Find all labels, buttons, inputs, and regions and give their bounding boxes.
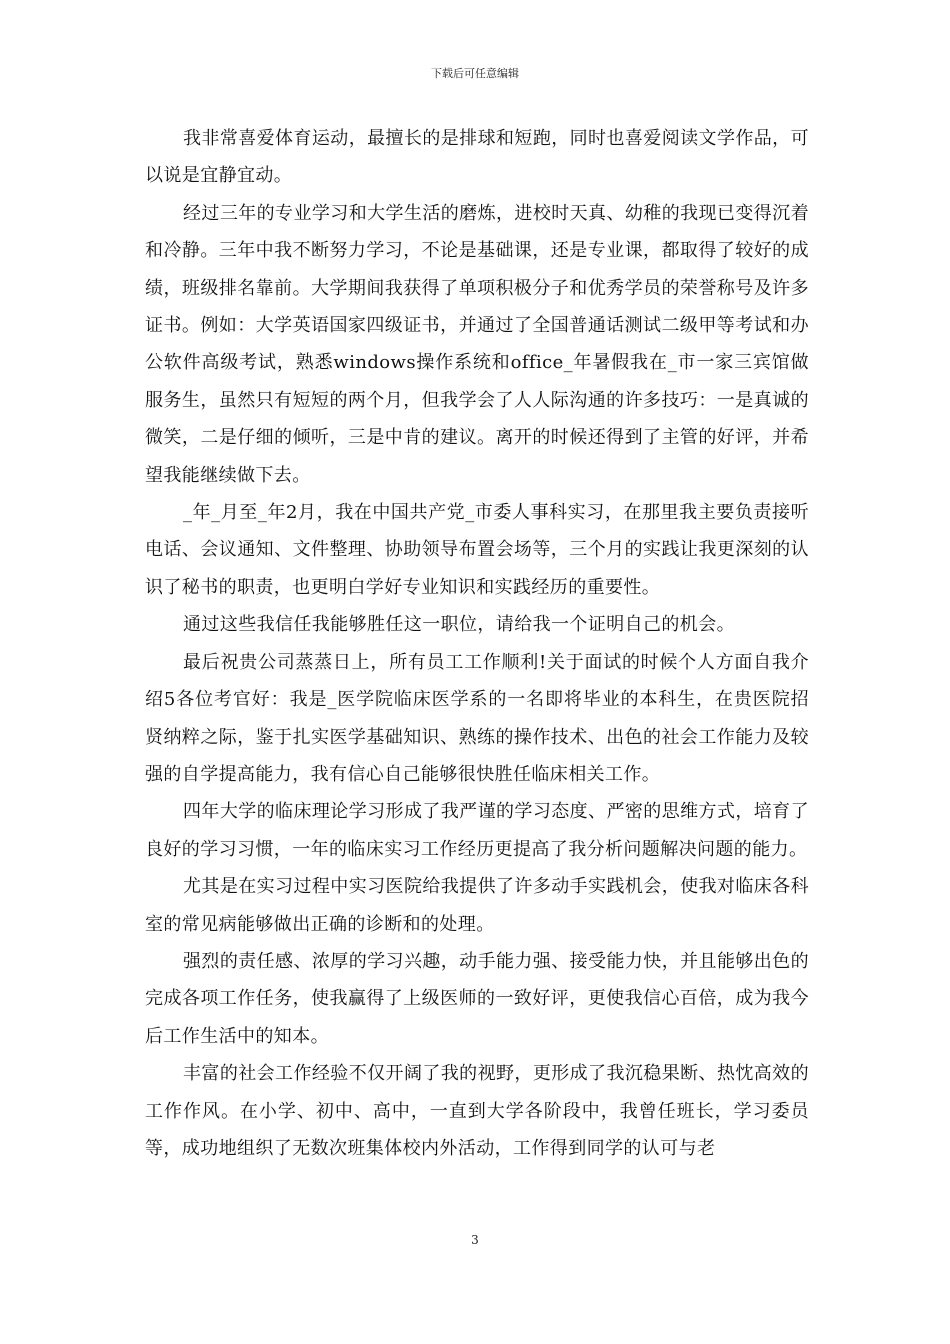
document-body <box>145 120 809 1167</box>
page-header: 下载后可任意编辑 <box>431 67 519 80</box>
paragraph-study-experience: 经过三年的专业学习和大学生活的磨炼，进校时天真、幼稚的我现已变得沉着和冷静。三年中我不断努力学习，不论是基础课，还是专业课，都取得了较好的成绩，班级排名靠前。大学期间我获得了单项积极分子和优秀学员的荣誉称号及许多证书。例如：大学英语国家四级证书，并通过了全国普通话测试二级甲等考试和办公软件高级考试，熟悉windows操作系统和office_年暑假我在_市一家三宾馆做服务生，虽然只有短短的两个月，但我学会了人人际沟通的许多技巧：一是真诚的微笑，二是仔细的倾听，三是中肯的建议。离开的时候还得到了主管的好评，并希望我能继续做下去。 <box>145 202 809 486</box>
paragraph-internship: _年_月至_年2月，我在中国共产党_市委人事科实习，在那里我主要负责接听电话、会议通知、文件整理、协助领导布置会场等，三个月的实践让我更深刻的认识了秘书的职责，也更明白学好专业知识和实践经历的重要性。 <box>145 502 809 598</box>
paragraph-clinical-study: 四年大学的临床理论学习形成了我严谨的学习态度、严密的思维方式，培育了良好的学习习惯，一年的临床实习工作经历更提高了我分析问题解决问题的能力。 <box>145 801 809 860</box>
paragraph-request: 通过这些我信任我能够胜任这一职位，请给我一个证明自己的机会。 <box>183 614 735 636</box>
page-number: 3 <box>471 1233 479 1247</box>
paragraph-practice: 尤其是在实习过程中实习医院给我提供了许多动手实践机会，使我对临床各科室的常见病能够做出正确的诊断和的处理。 <box>145 876 809 935</box>
paragraph-self-introduction: 最后祝贵公司蒸蒸日上，所有员工工作顺利!关于面试的时候个人方面自我介绍5各位考官好：我是_医学院临床医学系的一名即将毕业的本科生，在贵医院招贤纳粹之际，鉴于扎实医学基础知识、熟练的操作技术、出色的社会工作能力及较强的自学提高能力，我有信心自己能够很快胜任临床相关工作。 <box>145 651 809 785</box>
paragraph-responsibility: 强烈的责任感、浓厚的学习兴趣，动手能力强、接受能力快，并且能够出色的完成各项工作任务，使我赢得了上级医师的一致好评，更使我信心百倍，成为我今后工作生活中的知本。 <box>145 950 809 1047</box>
paragraph-hobbies: 我非常喜爱体育运动，最擅长的是排球和短跑，同时也喜爱阅读文学作品，可以说是宜静宜动。 <box>145 128 809 187</box>
paragraph-social-work: 丰富的社会工作经验不仅开阔了我的视野，更形成了我沉稳果断、热忱高效的工作作风。在小学、初中、高中，一直到大学各阶段中，我曾任班长，学习委员等，成功地组织了无数次班集体校内外活动，工作得到同学的认可与老 <box>145 1063 809 1159</box>
